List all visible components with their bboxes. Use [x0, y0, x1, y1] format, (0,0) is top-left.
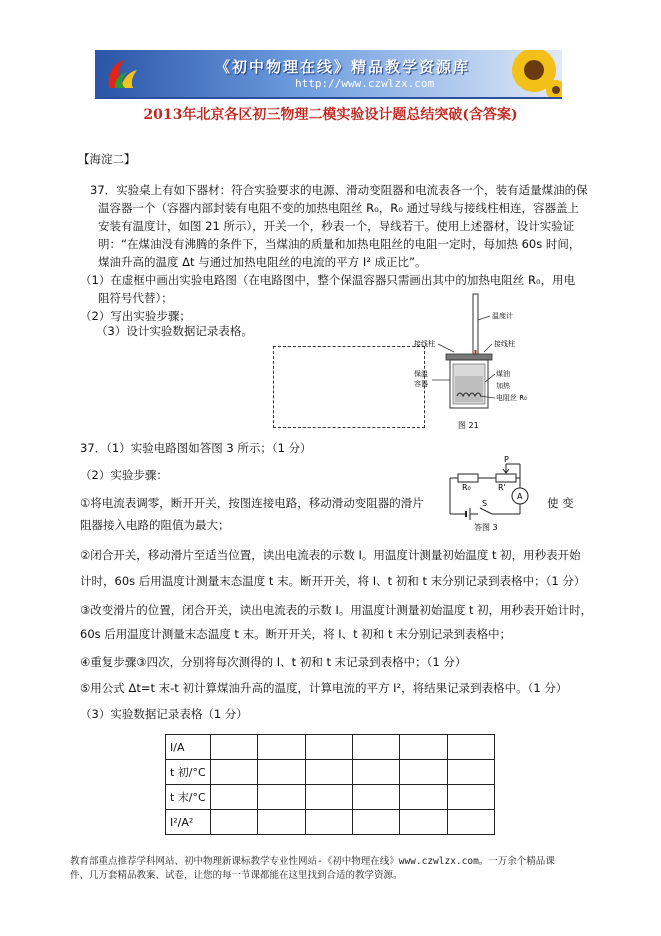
table-row-header: I/A [166, 735, 211, 760]
circuit-drawing-box [273, 346, 425, 428]
step-2-line-1: ②闭合开关，移动滑片至适当位置，读出电流表的示数 I。用温度计测量初始温度 t 初，用秒表开始 [80, 548, 581, 562]
question-line-5: 煤油升高的温度 Δt 与通过加热电阻丝的电流的平方 I² 成正比”。 [98, 255, 427, 269]
table-row-header: t 初/°C [166, 760, 211, 785]
label-thermometer: 温度计 [492, 312, 513, 320]
question-line-2: 温容器一个（容器内部封装有电阻不变的加热电阻丝 R₀，R₀ 通过导线与接线柱相连，容器盖上 [98, 201, 580, 215]
figure-21-caption: 图 21 [458, 421, 479, 430]
label-p: P [504, 456, 509, 464]
step-1-line-2: 阻器接入电路的阻值为最大； [80, 518, 230, 532]
circuit-caption: 答图 3 [474, 523, 498, 532]
question-part-1-cont: 阻符号代替）； [98, 291, 173, 305]
label-heating: 加热 [496, 382, 510, 390]
table-row [166, 785, 495, 810]
document-title: 2013年北京各区初三物理二模实验设计题总结突破(含答案) [143, 107, 518, 123]
table-row-header: t 末/°C [166, 785, 211, 810]
step-3-line-2: 60s 后用温度计测量末态温度 t 末。断开开关，将 I、t 初和 t 末分别记录到表格中； [80, 627, 512, 641]
footer-line-1: 教育部重点推荐学科网站、初中物理新课标教学专业性网站-《初中物理在线》www.czwlzx.com。一万余个精品课 [70, 856, 555, 867]
label-kerosene: 煤油 [496, 370, 510, 378]
step-4: ④重复步骤③四次，分别将每次测得的 I、t 初和 t 末记录到表格中；（1 分） [80, 655, 467, 669]
label-container-2: 容器 [414, 380, 428, 388]
question-line-1: 37．实验桌上有如下器材：符合实验要求的电源、滑动变阻器和电流表各一个，装有适量煤油的保 [90, 183, 588, 197]
label-container-1: 保温 [414, 370, 428, 378]
table-row [166, 760, 495, 785]
table-row-header: I²/A² [166, 810, 211, 835]
question-part-1: （1）在虚框中画出实验电路图（在电路图中，整个保温容器只需画出其中的加热电阻丝 R₀，用电 [80, 273, 576, 287]
resistor-r0 [458, 474, 478, 482]
section-label: 【海淀二】 [78, 152, 136, 166]
label-r0: R₀ [462, 483, 471, 492]
step-3-line-1: ③改变滑片的位置，闭合开关，读出电流表的示数 I。用温度计测量初始温度 t 初，用秒表开始计时， [80, 603, 593, 617]
label-s: S [482, 499, 488, 508]
label-resistor-wire: 电阻丝 R₀ [496, 394, 527, 402]
sunflower-icon [472, 50, 562, 97]
step-2-line-2: 计时，60s 后用温度计测量末态温度 t 末。断开开关，将 I、t 初和 t 末分别记录到表格中；（1 分） [80, 574, 586, 588]
question-part-3: （3）设计实验数据记录表格。 [96, 324, 253, 338]
label-terminal-left: 接线柱 [414, 340, 435, 348]
table-row [166, 735, 495, 760]
switch-icon [480, 508, 492, 514]
answer-part-3: （3）实验数据记录表格（1 分） [80, 707, 248, 721]
figure-21 [410, 292, 570, 440]
question-line-4: 明：“在煤油没有沸腾的条件下，当煤油的质量和加热电阻丝的电阻一定时，每加热 60s 时间， [98, 237, 581, 251]
footer-line-2: 件、几万套精品教案、试卷，让您的每一节课都能在这里找到合适的教学资源。 [70, 870, 403, 881]
question-line-3: 安装有温度计，如图 21 所示），开关一个，秒表一个，导线若干。使用上述器材，设计实验证 [98, 219, 575, 233]
page-footer [70, 855, 610, 883]
label-a: A [517, 492, 523, 501]
table-row [166, 810, 495, 835]
answer-part-1: 37．（1）实验电路图如答图 3 所示；（1 分） [80, 441, 312, 455]
banner-url[interactable]: http://www.czwlzx.com [295, 77, 435, 90]
answer-part-2-heading: （2）实验步骤： [80, 468, 168, 482]
site-logo-icon [101, 54, 141, 94]
label-terminal-right: 接线柱 [494, 340, 515, 348]
header-banner [95, 50, 562, 99]
step-1-line-1: ①将电流表调零，断开开关，按图连接电路，移动滑动变阻器的滑片 [80, 496, 424, 510]
step-1-tail: 使 变 [547, 496, 574, 510]
label-r-prime: R' [498, 483, 506, 492]
rheostat [496, 474, 516, 482]
circuit-diagram [440, 456, 540, 534]
step-5: ⑤用公式 Δt=t 末-t 初计算煤油升高的温度，计算电流的平方 I²，将结果记录到表格中。（1 分） [80, 681, 568, 695]
data-record-table [165, 734, 495, 835]
question-part-2: （2）写出实验步骤； [80, 309, 191, 323]
banner-title: 《初中物理在线》精品教学资源库 [215, 58, 471, 76]
